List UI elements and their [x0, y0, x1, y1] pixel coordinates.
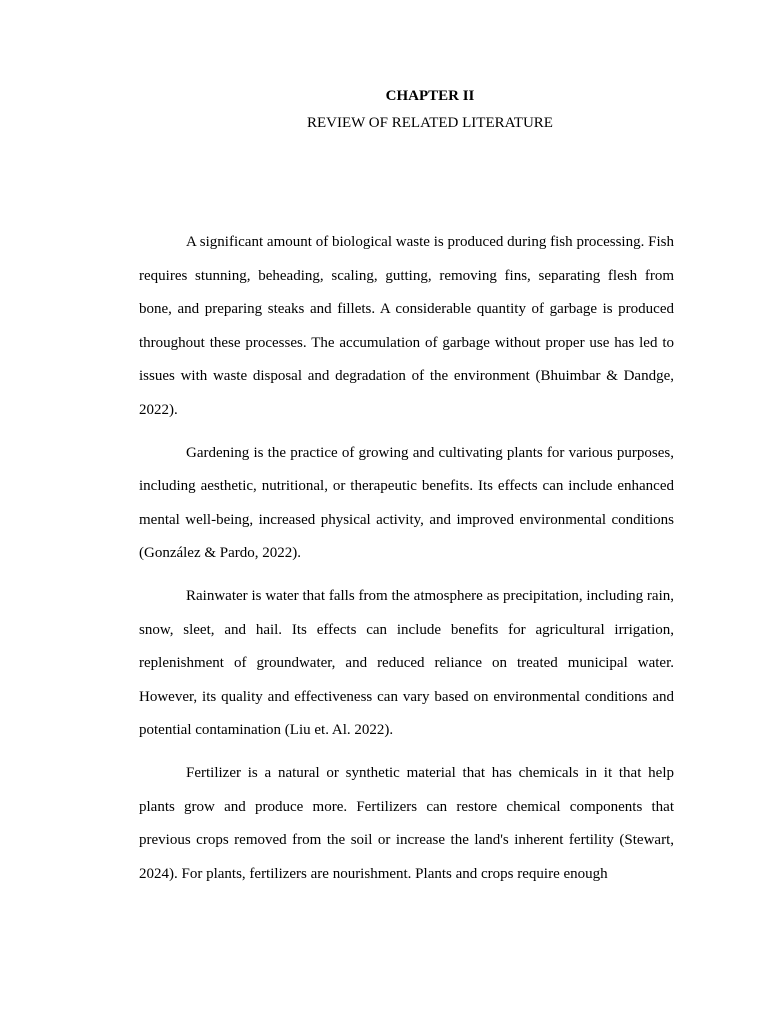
paragraph-fish-waste: A significant amount of biological waste is produced during fish processing. Fish requires stunning, beheading, scaling, gutting, removing fins, separating flesh from bone, and preparing steaks and fillets. A considerable quantity of garbage is produced throughout these processes. The accumulation of garbage without proper use has led to issues with waste disposal and degradation of the environment (Bhuimbar & Dandge, 2022). [139, 234, 674, 418]
paragraph-rainwater: Rainwater is water that falls from the atmosphere as precipitation, including rain, snow, sleet, and hail. Its effects can include benefits for agricultural irrigation, replenishment of groundwater, and reduced reliance on treated municipal water. However, its quality and effectiveness can vary based on environmental conditions and potential contamination (Liu et. Al. 2022). [139, 587, 674, 739]
paragraph-gardening: Gardening is the practice of growing and cultivating plants for various purposes, including aesthetic, nutritional, or therapeutic benefits. Its effects can include enhanced mental well-being, increased physical activity, and improved environmental conditions (González & Pardo, 2022). [139, 444, 674, 562]
chapter-title: REVIEW OF RELATED LITERATURE [307, 115, 553, 131]
paragraph-fertilizer: Fertilizer is a natural or synthetic material that has chemicals in it that help plants grow and produce more. Fertilizers can restore chemical components that previous crops removed from the soil or increase the land's inherent fertility (Stewart, 2024). For plants, fertilizers are nourishment. Plants and crops require enough [139, 764, 674, 882]
chapter-heading: CHAPTER II [385, 88, 475, 104]
body-text [139, 226, 674, 900]
